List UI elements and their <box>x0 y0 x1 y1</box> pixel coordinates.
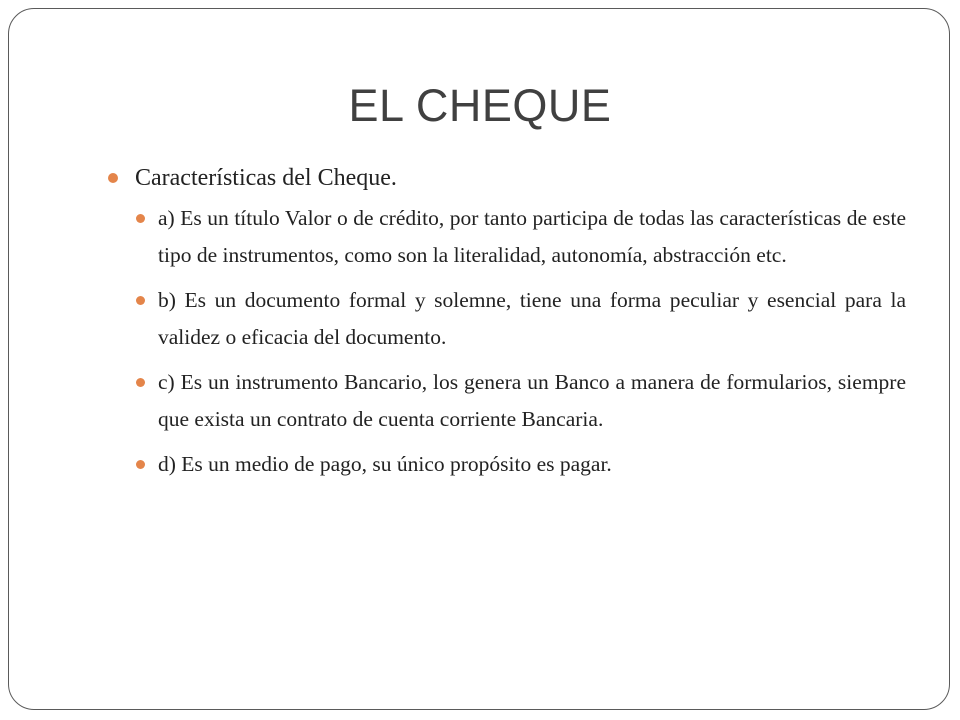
sub-bullet-text: d) Es un medio de pago, su único propósito es pagar. <box>158 452 612 476</box>
bullet-item-heading <box>106 160 906 196</box>
slide-title: EL CHEQUE <box>348 80 612 131</box>
bullet-dot-icon <box>136 214 145 223</box>
bullet-dot-icon <box>108 173 118 183</box>
sub-bullet-item-b <box>135 282 906 355</box>
sub-bullet-item-c <box>135 364 906 437</box>
slide-content <box>106 160 906 492</box>
bullet-dot-icon <box>136 378 145 387</box>
sub-bullet-list <box>106 200 906 483</box>
sub-bullet-text: a) Es un título Valor o de crédito, por tanto participa de todas las características de este tipo de instrumentos, como son la literalidad, autonomía, abstracción etc. <box>158 206 906 267</box>
sub-bullet-item-a <box>135 200 906 273</box>
sub-bullet-item-d <box>135 446 906 483</box>
bullet-dot-icon <box>136 460 145 469</box>
bullet-dot-icon <box>136 296 145 305</box>
sub-bullet-text: b) Es un documento formal y solemne, tiene una forma peculiar y esencial para la validez o eficacia del documento. <box>158 288 906 349</box>
bullet-heading-text: Características del Cheque. <box>135 165 397 191</box>
sub-bullet-text: c) Es un instrumento Bancario, los genera un Banco a manera de formularios, siempre que exista un contrato de cuenta corriente Bancaria. <box>158 370 906 431</box>
